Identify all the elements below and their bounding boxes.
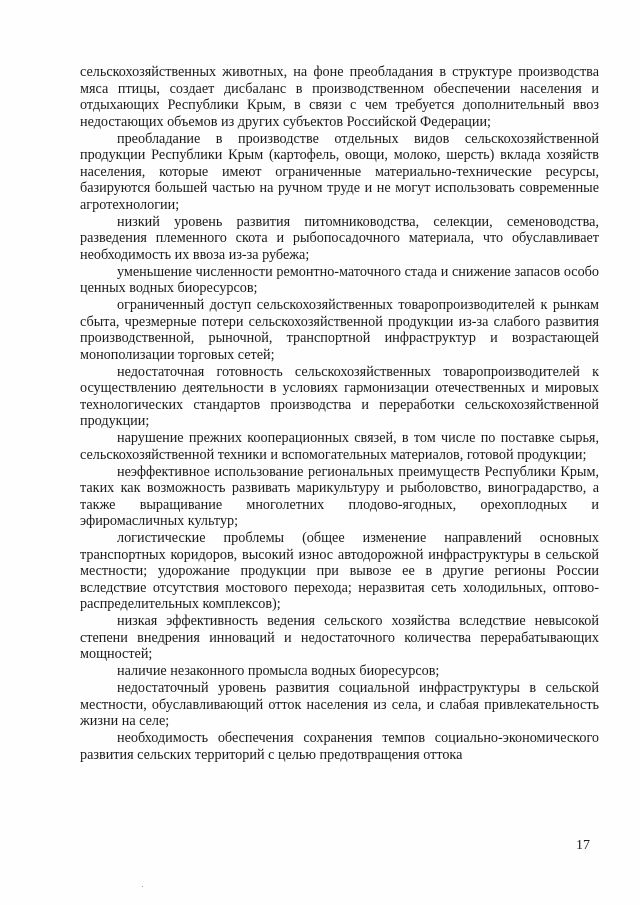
list-item: необходимость обеспечения сохранения темпов социально-экономического развития сельских территорий с целью предотвращения оттока	[80, 730, 599, 763]
page-number: 17	[576, 838, 590, 853]
list-item: уменьшение численности ремонтно-маточного стада и снижение запасов особо ценных водных биоресурсов;	[80, 263, 599, 296]
list-item: ограниченный доступ сельскохозяйственных товаропроизводителей к рынкам сбыта, чрезмерные потери сельскохозяйственной продукции из-за слабого развития производственной, рыночной, транспортной инфраструктур и возрастающей монополизации торговых сетей;	[80, 297, 599, 363]
list-item: низкая эффективность ведения сельского хозяйства вследствие невысокой степени внедрения инноваций и недостаточного количества перерабатывающих мощностей;	[80, 613, 599, 662]
list-item: недостаточная готовность сельскохозяйственных товаропроизводителей к осуществлению деятельности в условиях гармонизации отечественных и мировых технологических стандартов производства и переработки сельскохозяйственной продукции;	[80, 363, 599, 429]
scan-speck	[142, 886, 143, 887]
paragraph-continuation: сельскохозяйственных животных, на фоне преобладания в структуре производства мяса птицы, создает дисбаланс в производственном обеспечении населения и отдыхающих Республики Крым, в связи с чем требуется дополнительный ввоз недостающих объемов из других субъектов Российской Федерации;	[80, 64, 599, 130]
list-item: низкий уровень развития питомниководства, селекции, семеноводства, разведения племенного скота и рыбопосадочного материала, что обуславливает необходимость их ввоза из-за рубежа;	[80, 213, 599, 263]
list-item: неэффективное использование региональных преимуществ Республики Крым, таких как возможность развивать марикультуру и рыболовство, виноградарство, а также выращивание многолетних плодово-ягодных, орехоплодных и эфиромасличных культур;	[80, 463, 599, 529]
list-item: недостаточный уровень развития социальной инфраструктуры в сельской местности, обуславливающий отток населения из села, и слабая привлекательность жизни на селе;	[80, 680, 599, 729]
list-item: преобладание в производстве отдельных видов сельскохозяйственной продукции Республики Крым (картофель, овощи, молоко, шерсть) вклада хозяйств населения, которые имеют ограниченные материально-технические ресурсы, базируются большей частью на ручном труде и не могут использовать современные агротехнологии;	[80, 130, 599, 213]
document-body	[80, 64, 599, 764]
list-item: логистические проблемы (общее изменение направлений основных транспортных коридоров, высокий износ автодорожной инфраструктуры в сельской местности; удорожание продукции при вывозе ее в другие регионы России вследствие отсутствия мостового перехода; неразвитая сеть холодильных, оптово-распределительных комплексов);	[80, 530, 599, 612]
list-item: наличие незаконного промысла водных биоресурсов;	[117, 663, 440, 679]
list-item: нарушение прежних кооперационных связей, в том числе по поставке сырья, сельскохозяйственной техники и вспомогательных материалов, готовой продукции;	[80, 430, 599, 463]
